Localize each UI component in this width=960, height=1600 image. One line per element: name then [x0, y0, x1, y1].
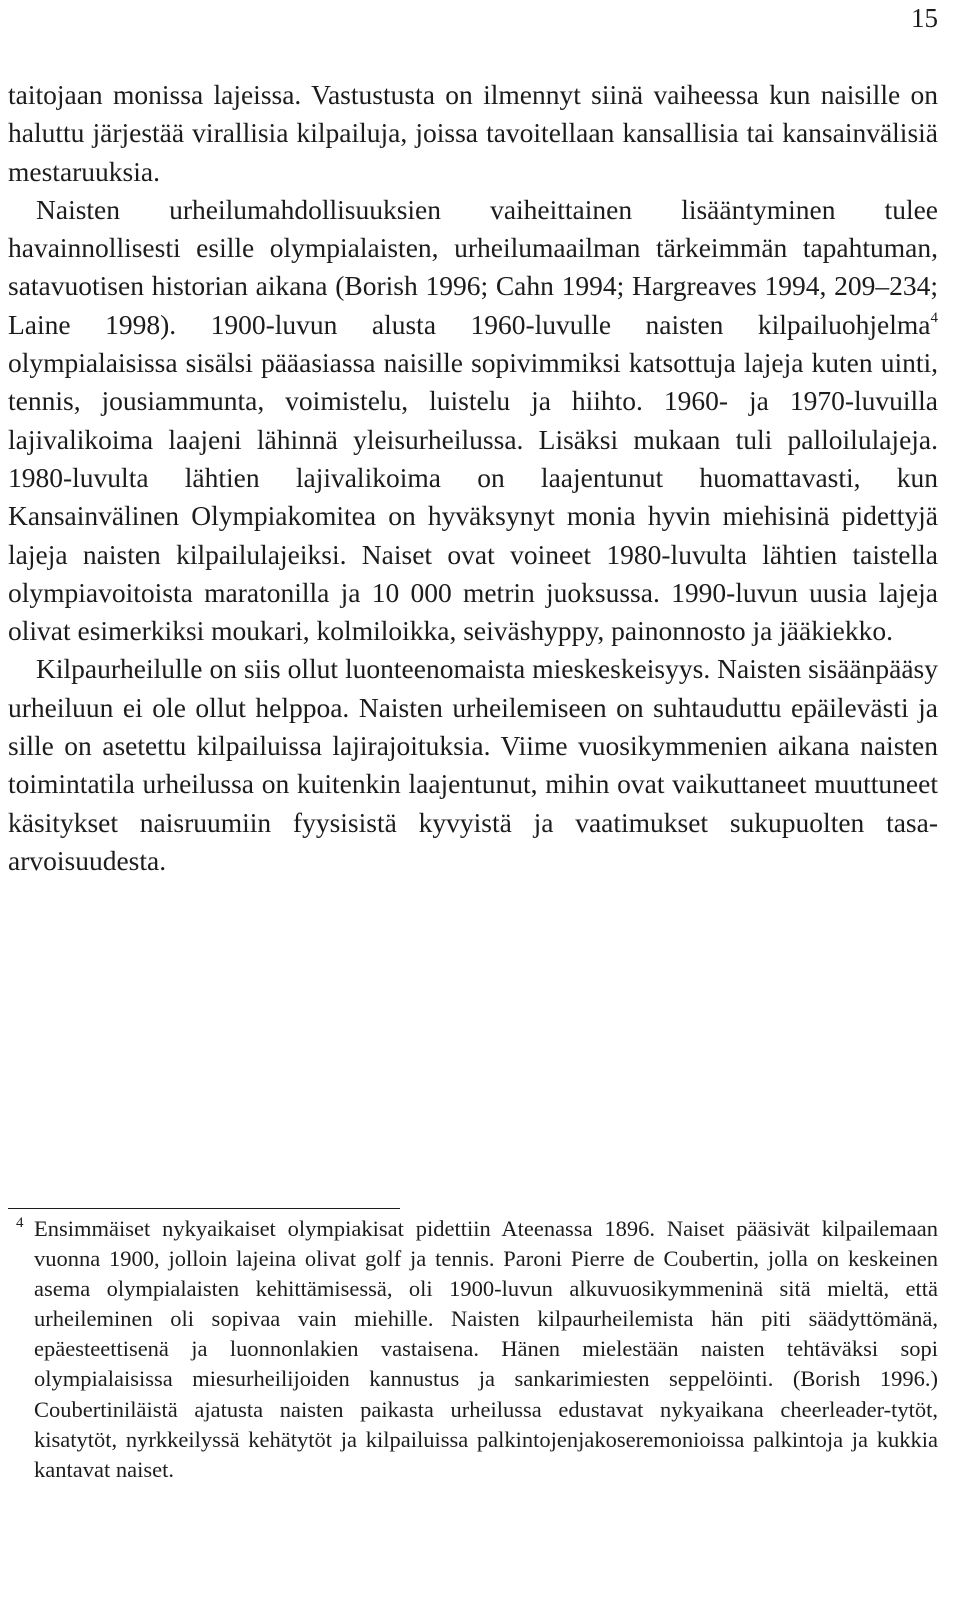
- footnote-number: 4: [16, 1215, 24, 1231]
- paragraph-3: Kilpaurheilulle on siis ollut luonteenomaista mieskeskeisyys. Naisten sisäänpääsy urheiluun ei ole ollut helppoa. Naisten urheilemiseen on suhtauduttu epäilevästi ja sille on asetettu kilpailuissa lajirajoituksia. Viime vuosikymmenien aikana naisten toimintatila urheilussa on kuitenkin laajentunut, mihin ovat vaikuttaneet muuttuneet käsitykset naisruumiin fyysisistä kyvyistä ja vaatimukset sukupuolten tasa-arvoisuudesta.: [8, 653, 938, 876]
- paragraph-2-text-start: Naisten urheilumahdollisuuksien vaiheittainen lisääntyminen tulee havainnollisesti esille olympialaisten, urheilumaailman tärkeimmän tapahtuman, satavuotisen historian aikana (Borish 1996; Cahn 1994; Hargreaves 1994, 209–234; Laine 1998). 1900-luvun alusta 1960-luvulle naisten kilpailuohjelma: [8, 193, 938, 340]
- body-text: [8, 76, 938, 880]
- paragraph-1: taitojaan monissa lajeissa. Vastustusta on ilmennyt siinä vaiheessa kun naisille on haluttu järjestää virallisia kilpailuja, joissa tavoitellaan kansallisia tai kansainvälisiä mestaruuksia.: [8, 79, 938, 187]
- paragraph-2: [8, 191, 938, 651]
- page-number: 15: [911, 3, 938, 33]
- footnote-reference[interactable]: 4: [930, 309, 938, 326]
- footnote: [8, 1214, 938, 1485]
- paragraph-2-text-end: olympialaisissa sisälsi pääasiassa naisille sopivimmiksi katsottuja lajeja kuten uinti, tennis, jousiammunta, voimistelu, luistelu ja hiihto. 1960- ja 1970-luvuilla lajivalikoima laajeni lähinnä yleisurheilussa. Lisäksi mukaan tuli palloilulajeja. 1980-luvulta lähtien lajivalikoima on laajentunut huomattavasti, kun Kansainvälinen Olympiakomitea on hyväksynyt monia hyvin miehisinä pidettyjä lajeja naisten kilpailulajeiksi. Naiset ovat voineet 1980-luvulta lähtien taistella olympiavoitoista maratonilla ja 10 000 metrin juoksussa. 1990-luvun uusia lajeja olivat esimerkiksi moukari, kolmiloikka, seiväshyppy, painonnosto ja jääkiekko.: [8, 347, 938, 647]
- footnote-divider: [8, 1208, 400, 1209]
- footnote-text: Ensimmäiset nykyaikaiset olympiakisat pidettiin Ateenassa 1896. Naiset pääsivät kilpailemaan vuonna 1900, jolloin lajeina olivat golf ja tennis. Paroni Pierre de Coubertin, jolla on keskeinen asema olympialaisten kehittämisessä, oli 1900-luvun alkuvuosikymmeninä sitä mieltä, että urheileminen oli sopivaa vain miehille. Naisten kilpaurheilemista hän piti säädyttömänä, epäesteettisenä ja luonnonlakien vastaisena. Hänen mielestään naisten tehtäväksi sopi olympialaisissa miesurheilijoiden kannustus ja sankarimiesten seppelöinti. (Borish 1996.) Coubertiniläistä ajatusta naisten paikasta urheilussa edustavat nykyaikana cheerleader-tytöt, kisatytöt, nyrkkeilyssä kehätytöt ja kilpailuissa palkintojenjakoseremonioissa palkintoja ja kukkia kantavat naiset.: [34, 1216, 938, 1482]
